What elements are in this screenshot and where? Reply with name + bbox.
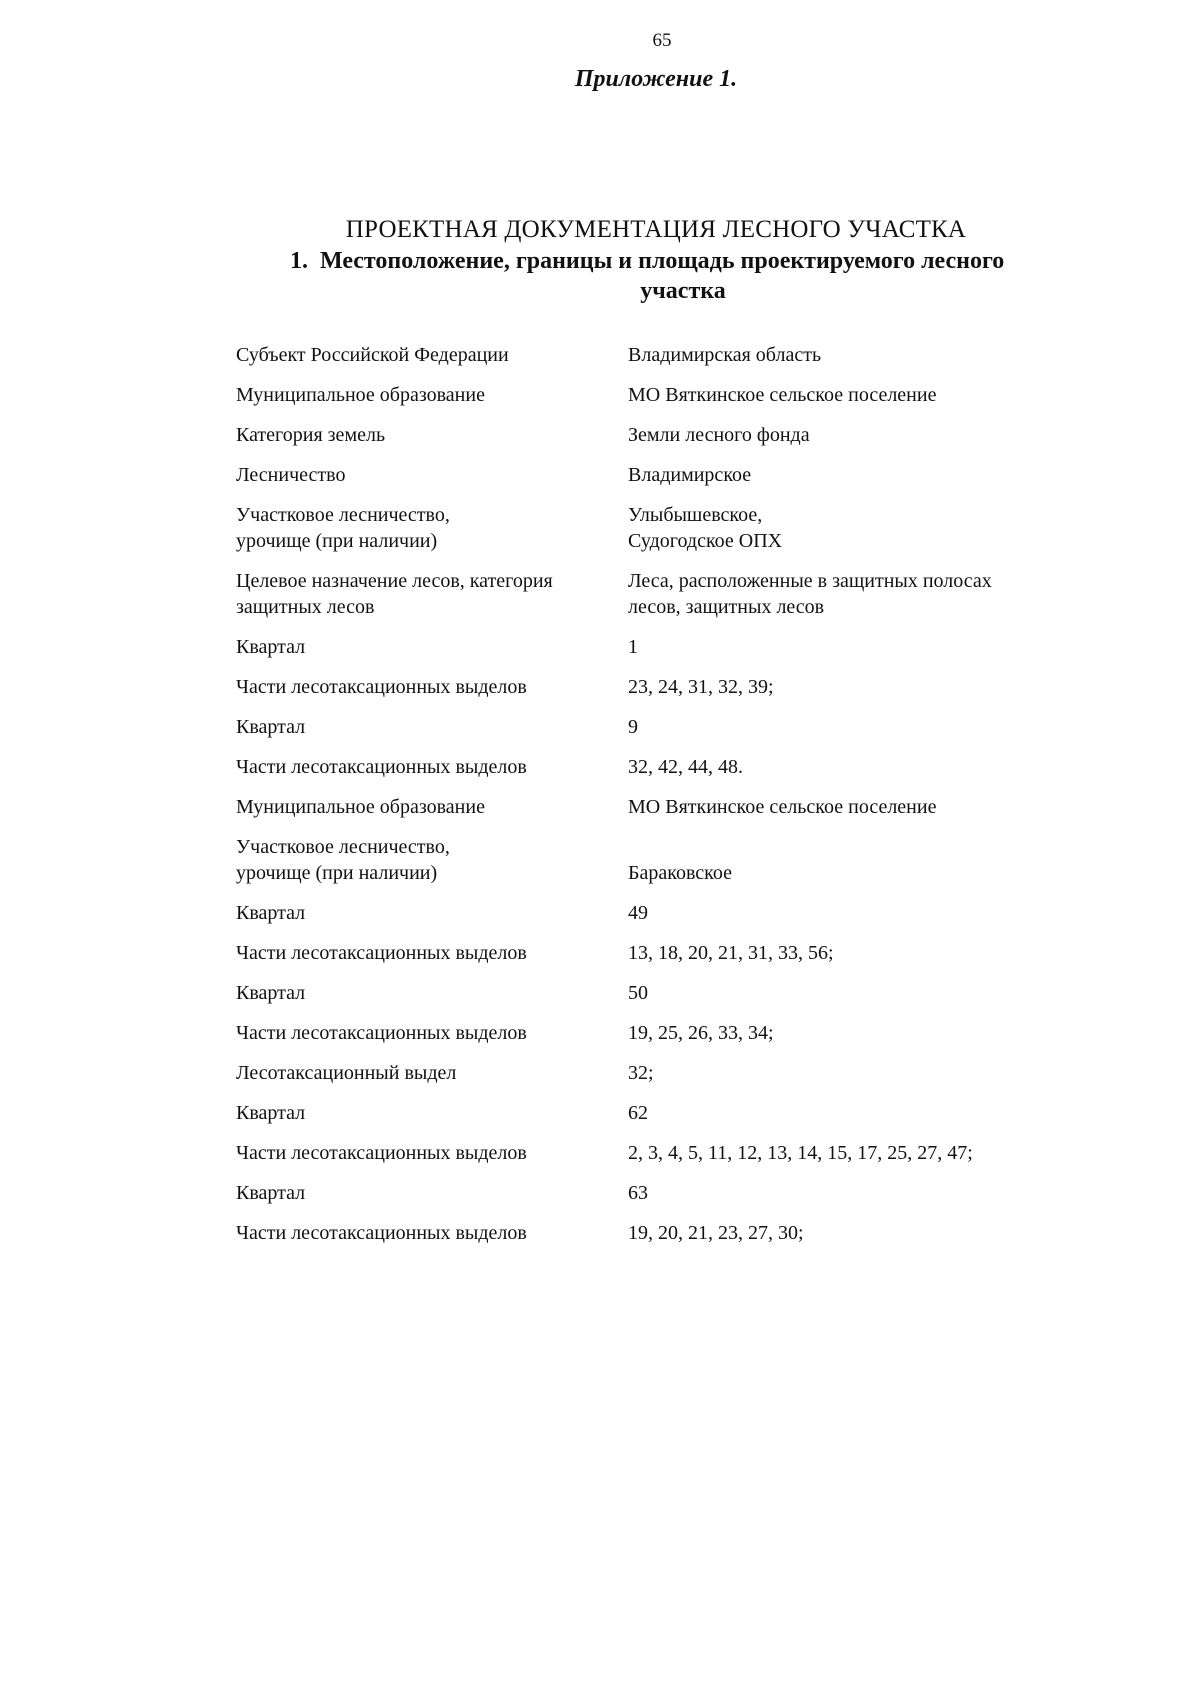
table-row xyxy=(236,940,1096,966)
row-label: Участковое лесничество, урочище (при наличии) xyxy=(236,836,450,884)
row-value: МО Вяткинское сельское поселение xyxy=(628,384,937,406)
row-value: Земли лесного фонда xyxy=(628,424,810,446)
row-value: Леса, расположенные в защитных полосах лесов, защитных лесов xyxy=(628,570,992,618)
info-table xyxy=(236,342,1096,1260)
row-value: 32, 42, 44, 48. xyxy=(628,756,743,778)
row-value: Улыбышевское, Судогодское ОПХ xyxy=(628,504,783,552)
row-label: Части лесотаксационных выделов xyxy=(236,1022,527,1044)
section-title-line1: Местоположение, границы и площадь проектируемого лесного xyxy=(320,248,1005,274)
table-row xyxy=(236,634,1096,660)
table-row xyxy=(236,674,1096,700)
section-heading xyxy=(290,246,1070,306)
row-label: Участковое лесничество, урочище (при наличии) xyxy=(236,504,450,552)
row-label: Субъект Российской Федерации xyxy=(236,344,509,366)
row-value: МО Вяткинское сельское поселение xyxy=(628,796,937,818)
row-value: 63 xyxy=(628,1182,648,1204)
table-row xyxy=(236,1140,1096,1166)
row-value: 9 xyxy=(628,716,638,738)
appendix-label: Приложение 1. xyxy=(574,66,738,92)
row-label: Части лесотаксационных выделов xyxy=(236,756,527,778)
page-number: 65 xyxy=(652,30,672,51)
row-value: 49 xyxy=(628,902,648,924)
row-value: Владимирская область xyxy=(628,344,822,366)
row-value: 62 xyxy=(628,1102,648,1124)
row-label: Квартал xyxy=(236,636,306,658)
row-value: 1 xyxy=(628,636,638,658)
table-row xyxy=(236,422,1096,448)
table-row xyxy=(236,1180,1096,1206)
section-number: 1. xyxy=(290,248,308,274)
row-label: Квартал xyxy=(236,1182,306,1204)
table-row xyxy=(236,502,1096,554)
table-row xyxy=(236,568,1096,620)
row-label: Муниципальное образование xyxy=(236,796,485,818)
table-row xyxy=(236,382,1096,408)
table-row xyxy=(236,462,1096,488)
table-row xyxy=(236,834,1096,886)
row-value: 13, 18, 20, 21, 31, 33, 56; xyxy=(628,942,834,964)
table-row xyxy=(236,900,1096,926)
row-label: Муниципальное образование xyxy=(236,384,485,406)
table-row xyxy=(236,714,1096,740)
row-label: Квартал xyxy=(236,1102,306,1124)
row-value: 50 xyxy=(628,982,648,1004)
table-row xyxy=(236,754,1096,780)
row-value: 19, 20, 21, 23, 27, 30; xyxy=(628,1222,804,1244)
table-row xyxy=(236,794,1096,820)
row-label: Квартал xyxy=(236,982,306,1004)
table-row xyxy=(236,1060,1096,1086)
row-value: Владимирское xyxy=(628,464,752,486)
row-label: Части лесотаксационных выделов xyxy=(236,942,527,964)
section-title-line2: участка xyxy=(640,278,726,304)
row-label: Целевое назначение лесов, категория защитных лесов xyxy=(236,570,553,618)
table-row xyxy=(236,342,1096,368)
row-label: Квартал xyxy=(236,716,306,738)
row-label: Части лесотаксационных выделов xyxy=(236,1222,527,1244)
table-row xyxy=(236,980,1096,1006)
row-value: 32; xyxy=(628,1062,654,1084)
row-label: Части лесотаксационных выделов xyxy=(236,1142,527,1164)
table-row xyxy=(236,1100,1096,1126)
table-row xyxy=(236,1220,1096,1246)
row-label: Лесничество xyxy=(236,464,346,486)
row-value: 23, 24, 31, 32, 39; xyxy=(628,676,774,698)
row-label: Квартал xyxy=(236,902,306,924)
row-label: Части лесотаксационных выделов xyxy=(236,676,527,698)
document-title: ПРОЕКТНАЯ ДОКУМЕНТАЦИЯ ЛЕСНОГО УЧАСТКА xyxy=(345,216,967,243)
row-value: 19, 25, 26, 33, 34; xyxy=(628,1022,774,1044)
row-label: Категория земель xyxy=(236,424,386,446)
row-value: 2, 3, 4, 5, 11, 12, 13, 14, 15, 17, 25, 27, 47; xyxy=(628,1142,973,1164)
row-value: Бараковское xyxy=(628,862,732,884)
row-label: Лесотаксационный выдел xyxy=(236,1062,457,1084)
table-row xyxy=(236,1020,1096,1046)
